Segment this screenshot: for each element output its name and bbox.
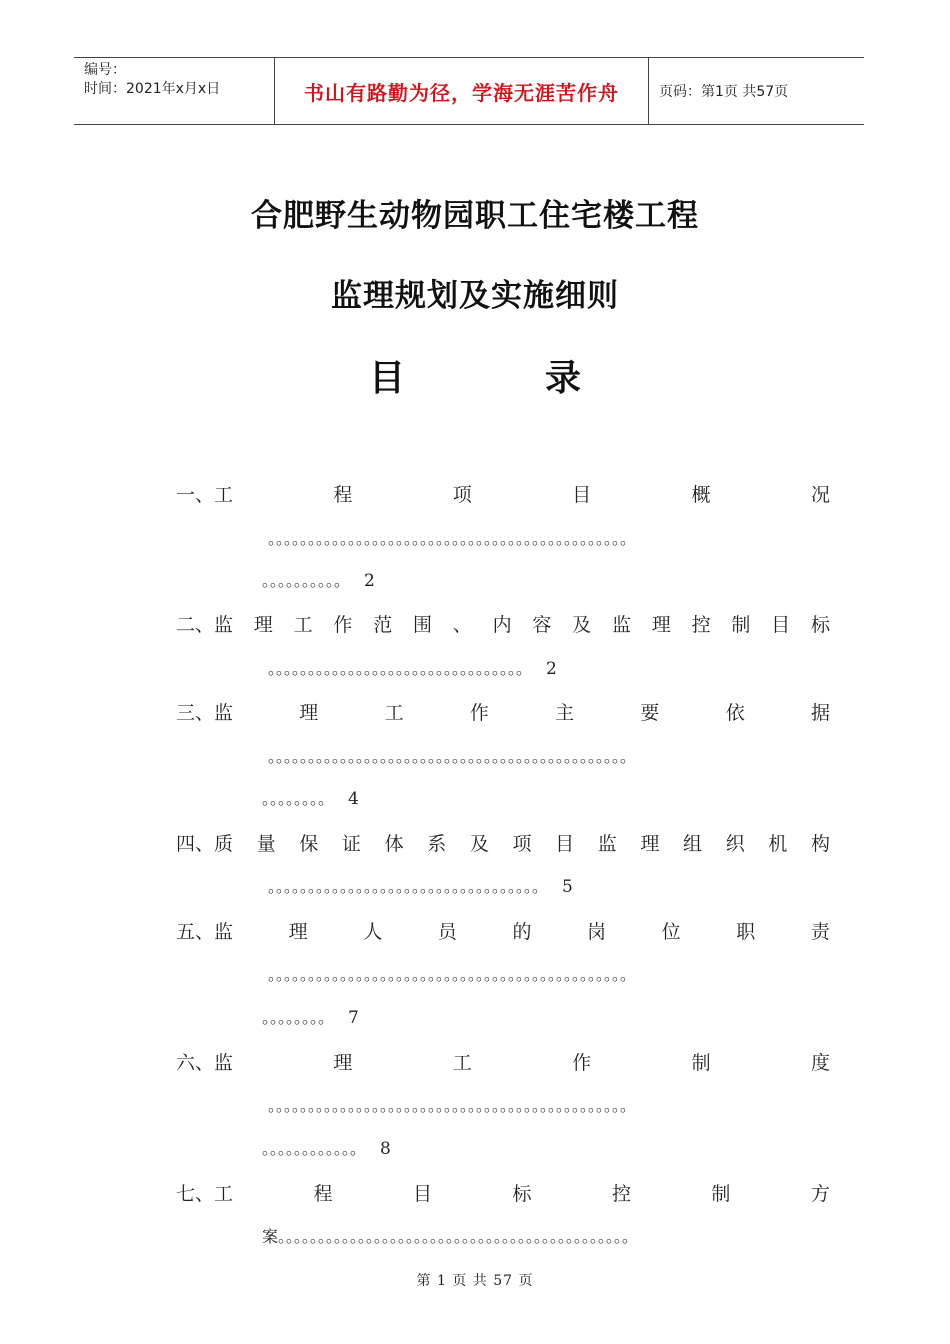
toc-entry-char: 制: [711, 1183, 731, 1205]
toc-entry-char: 目: [412, 1183, 432, 1205]
toc-entry-title: [176, 1048, 830, 1075]
toc-entry-title: [176, 917, 830, 944]
toc-entry-char: 构: [810, 833, 830, 855]
toc-entry-char: 及: [469, 833, 489, 855]
header-meta: [74, 58, 275, 124]
toc-entry-char: 围: [412, 614, 432, 636]
toc-entry-char: 控: [611, 1183, 631, 1205]
toc-entry-char: 理: [333, 1052, 353, 1074]
toc-entry-char: 责: [810, 921, 830, 943]
toc-entry-char: 职: [736, 921, 756, 943]
toc-entry-char: 人: [363, 921, 383, 943]
toc-entry-char: 理: [651, 614, 671, 636]
toc-leader-dots: 。。。。。。。。。。。。。。。。。。。。。。。。。。。。。。。。 2: [268, 659, 557, 679]
toc-entry-prefix: 五、监: [176, 921, 234, 943]
toc-heading-char1: 目: [368, 358, 405, 399]
page-header: [74, 57, 864, 125]
toc-leader-dots: 。。。。。。。。。。。。。。。。。。。。。。。。。。。。。。。。。。。。。。。。。。。。。: [268, 529, 637, 548]
toc-heading: [0, 350, 950, 401]
toc-entry-char: 理: [288, 921, 308, 943]
toc-leader-dots: 。。。。。。。。 4: [262, 789, 359, 809]
toc-page-number: 4: [348, 789, 359, 809]
toc-entry-char: 工: [452, 1052, 472, 1074]
toc-entry-char: 据: [810, 702, 830, 724]
toc-entry-char: 度: [810, 1052, 830, 1074]
toc-entry-char: 目: [555, 833, 575, 855]
toc-entry-char: 监: [611, 614, 631, 636]
toc-entry-char: 理: [299, 702, 319, 724]
toc-page-number: 2: [364, 571, 375, 591]
toc-entry-char: 理: [253, 614, 273, 636]
toc-leader-dots: 。。。。。。。。 7: [262, 1008, 359, 1028]
toc-entry-char: 作: [469, 702, 489, 724]
toc-entry-char: 要: [640, 702, 660, 724]
toc-entry-char: 容: [532, 614, 552, 636]
toc-entry-prefix: 一、工: [176, 484, 234, 506]
toc-entry-char: 保: [299, 833, 319, 855]
toc-entry-char: 系: [427, 833, 447, 855]
document-title: 合肥野生动物园职工住宅楼工程: [251, 198, 699, 234]
toc-entry-char: 主: [555, 702, 575, 724]
toc-entry-char: 监: [597, 833, 617, 855]
toc-entry-char: 标: [512, 1183, 532, 1205]
toc-entry-char: 项: [512, 833, 532, 855]
toc-entry-char: 目: [771, 614, 791, 636]
toc-leader-dots: 。。。。。。。。。。。。。。。。。。。。。。。。。。。。。。。。。。。。。。。。。。。。。: [268, 1096, 637, 1115]
toc-entry-char: 依: [725, 702, 745, 724]
toc-entry-char: 控: [691, 614, 711, 636]
toc-leader-dots: 。。。。。。。。。。。。 8: [262, 1139, 391, 1159]
toc-entry-char: 员: [437, 921, 457, 943]
toc-entry-prefix: 四、质: [176, 833, 234, 855]
toc-leader-dots: 。。。。。。。。。。。。。。。。。。。。。。。。。。。。。。。。。。 5: [268, 877, 573, 897]
toc-entry-char: 机: [768, 833, 788, 855]
toc-entry-char: 作: [333, 614, 353, 636]
toc-entry-char: 体: [384, 833, 404, 855]
page-footer: 第 1 页 共 57 页: [416, 1273, 534, 1289]
toc-entry-prefix: 七、工: [176, 1183, 234, 1205]
toc-entry-char: 工: [293, 614, 313, 636]
toc-entry-char: 概: [691, 484, 711, 506]
toc-page-number: 8: [380, 1139, 391, 1159]
toc-entry-char: 程: [333, 484, 353, 506]
toc-heading-char2: 录: [545, 358, 582, 399]
toc-entry-char: 、: [452, 614, 472, 636]
toc-leader-dots: 案。。。。。。。。。。。。。。。。。。。。。。。。。。。。。。。。。。。。。。。。。。。。: [262, 1227, 639, 1246]
toc-entry-prefix: 三、监: [176, 702, 234, 724]
header-slogan: 书山有路勤为径，学海无涯苦作舟: [275, 58, 649, 124]
toc-entry-title: [176, 698, 830, 725]
toc-page-number: 7: [348, 1008, 359, 1028]
toc-entry-title: [176, 1179, 830, 1206]
toc-entry-char: 组: [683, 833, 703, 855]
toc-entry-char: 目: [572, 484, 592, 506]
toc-leader-dots: 。。。。。。。。。。 2: [262, 571, 375, 591]
toc-entry-char: 方: [810, 1183, 830, 1205]
toc-entry-char: 内: [492, 614, 512, 636]
toc-entry-prefix: 六、监: [176, 1052, 234, 1074]
toc-entry-char: 证: [341, 833, 361, 855]
toc-entry-char: 范: [373, 614, 393, 636]
toc-entry-char: 况: [810, 484, 830, 506]
toc-entry-char: 的: [512, 921, 532, 943]
toc-entry-char: 岗: [587, 921, 607, 943]
toc-entry-char: 量: [256, 833, 276, 855]
toc-entry-char: 织: [725, 833, 745, 855]
time-label: 时间：2021年x月x日: [84, 81, 221, 97]
number-label: 编号：: [84, 62, 126, 78]
toc-entry-char: 理: [640, 833, 660, 855]
header-page-info: 页码：第1页 共57页: [659, 84, 789, 100]
toc-entry-char: 作: [572, 1052, 592, 1074]
toc-entry-char: 制: [731, 614, 751, 636]
toc-entry-title: [176, 610, 830, 637]
toc-entry-char: 工: [384, 702, 404, 724]
toc-page-number: 2: [546, 659, 557, 679]
document-subtitle: 监理规划及实施细则: [331, 278, 619, 314]
toc-entry-title: [176, 829, 830, 856]
toc-entry-char: 及: [572, 614, 592, 636]
toc-entry-char: 程: [313, 1183, 333, 1205]
toc-entry-char: 标: [810, 614, 830, 636]
toc-leader-dots: 。。。。。。。。。。。。。。。。。。。。。。。。。。。。。。。。。。。。。。。。。。。。。: [268, 747, 637, 766]
toc-page-number: 5: [562, 877, 573, 897]
toc-entry-char: 项: [452, 484, 472, 506]
toc-leader-dots: 。。。。。。。。。。。。。。。。。。。。。。。。。。。。。。。。。。。。。。。。。。。。。: [268, 965, 637, 984]
toc-entry-title: [176, 480, 830, 507]
toc-entry-char: 位: [661, 921, 681, 943]
toc-entry-char: 制: [691, 1052, 711, 1074]
toc-entry-prefix: 二、监: [176, 614, 234, 636]
